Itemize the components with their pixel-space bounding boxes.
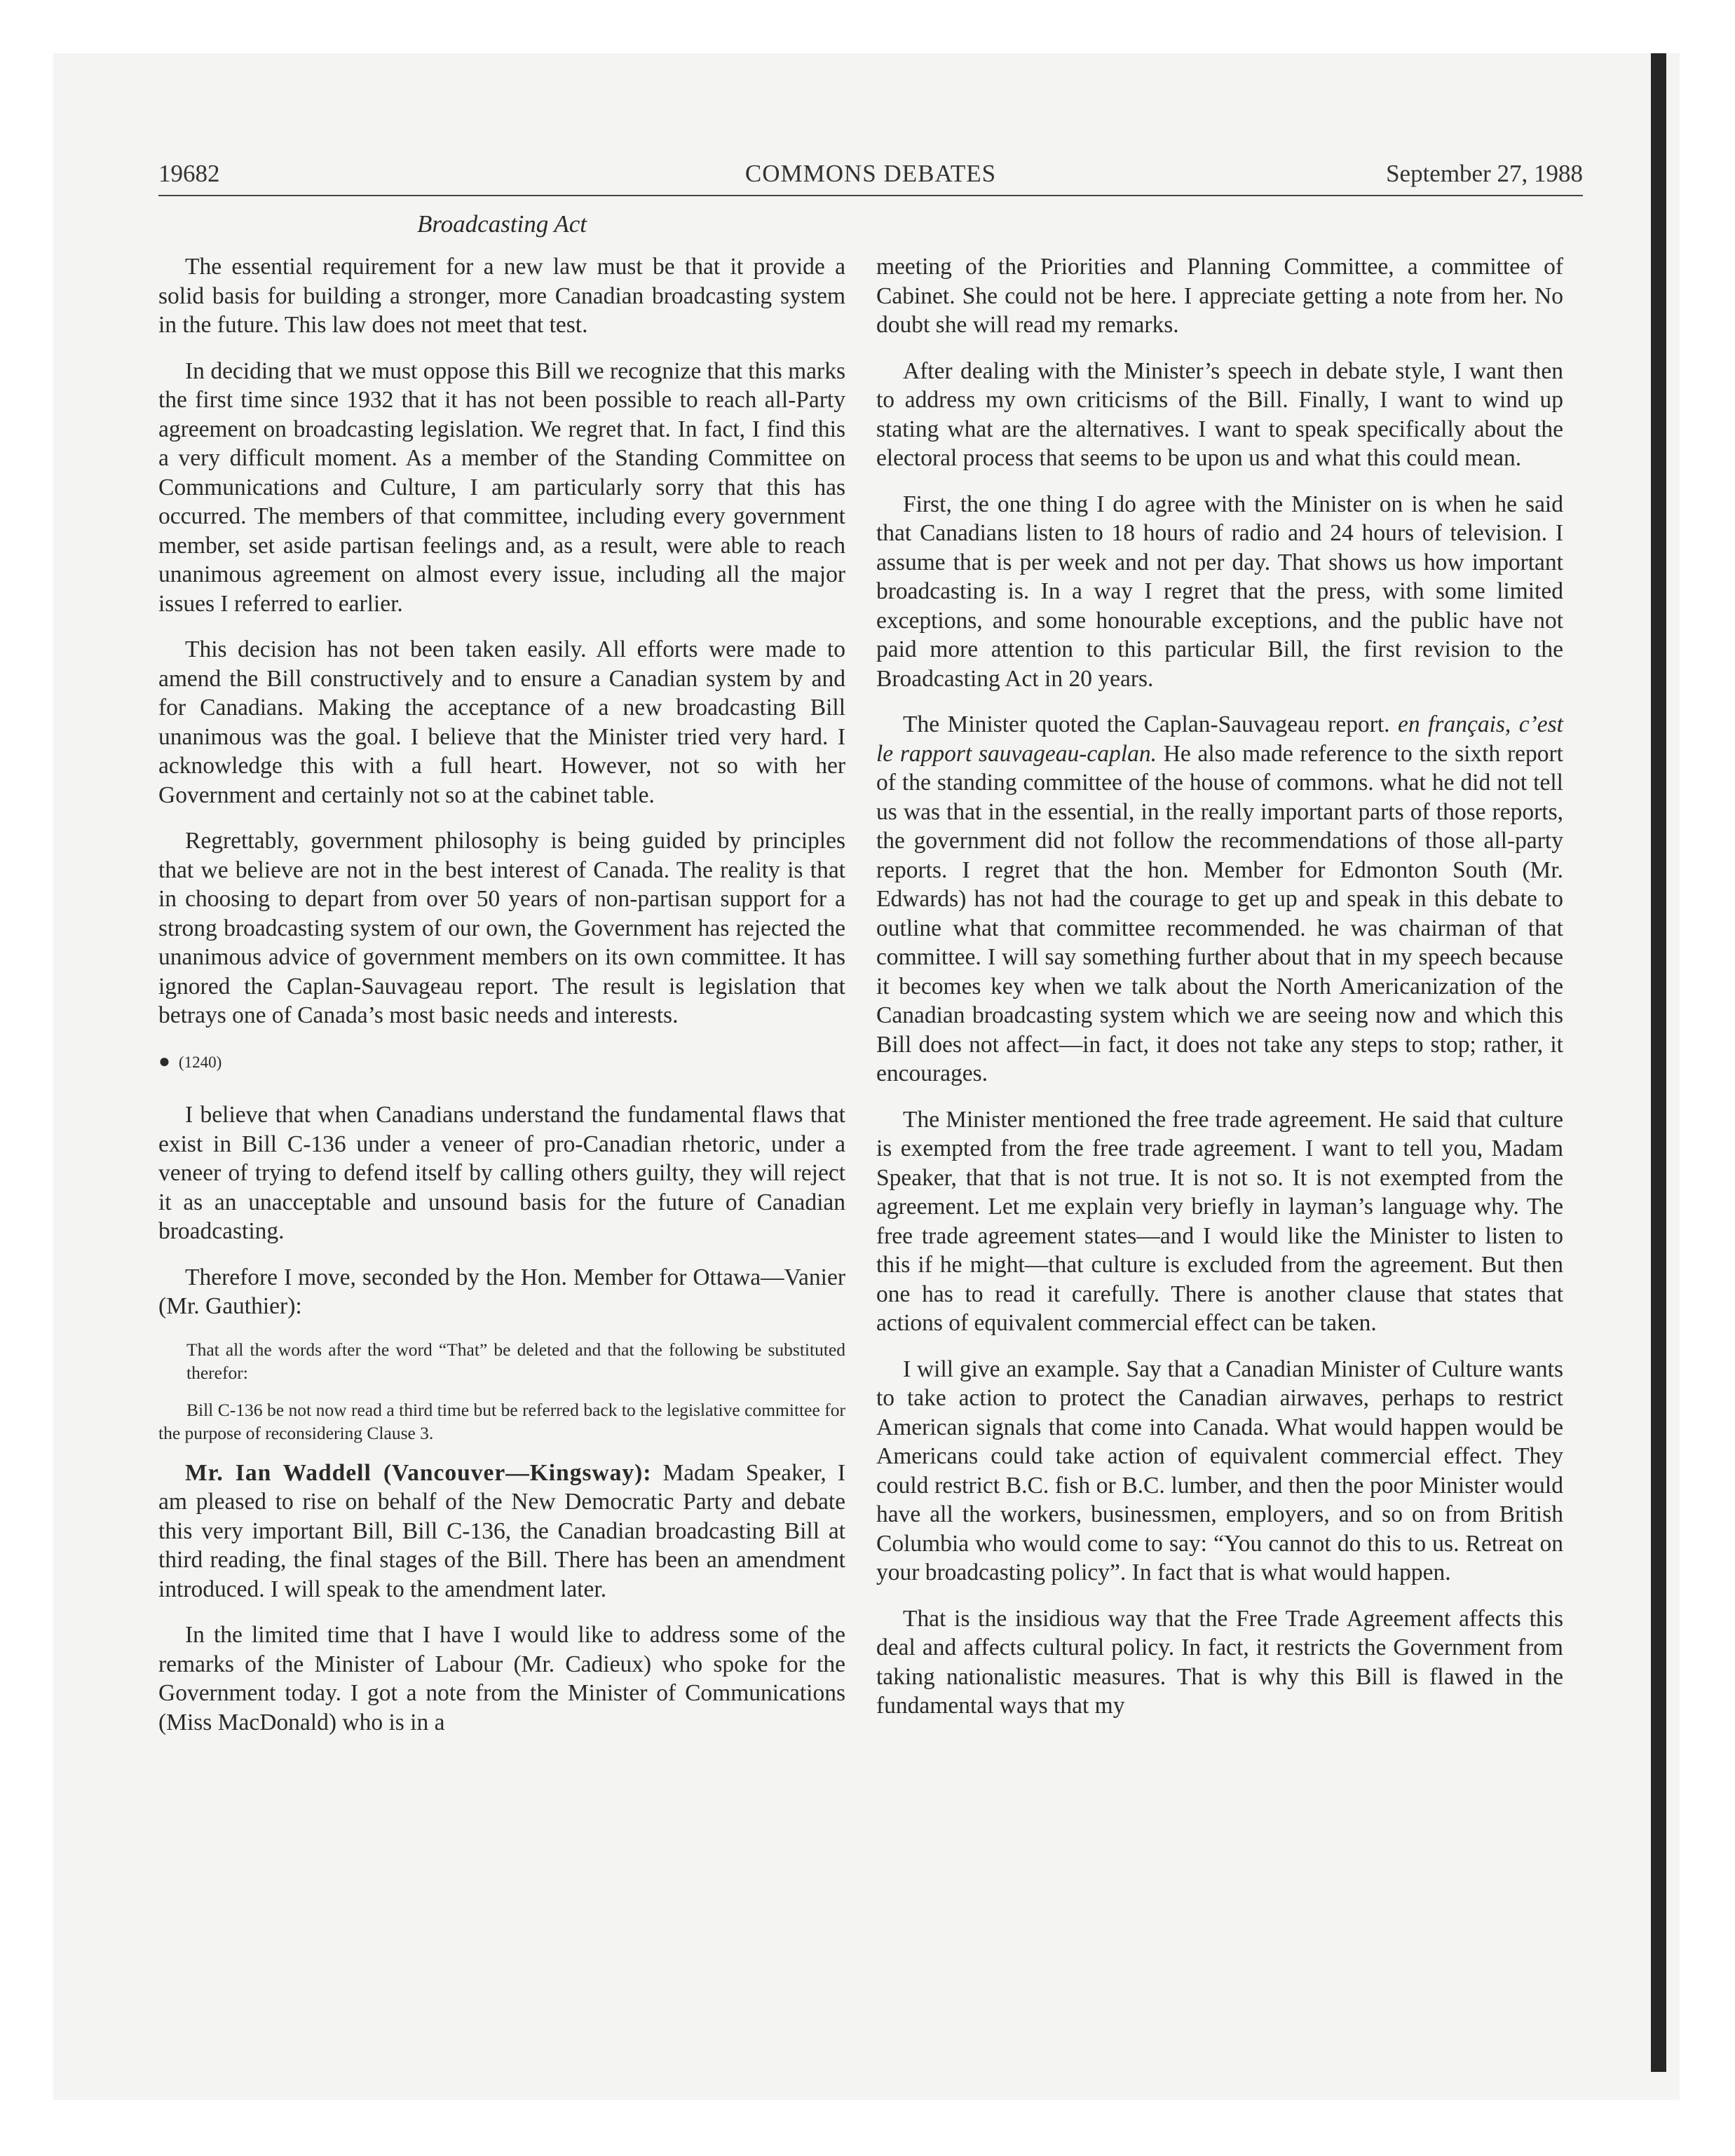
french-aside: en français, c’est le rapport sauvageau-caplan.: [876, 711, 1563, 767]
section-title: Broadcasting Act: [416, 210, 587, 238]
speech-paragraph: [158, 1459, 845, 1604]
paragraph-text: The Minister quoted the Caplan-Sauvageau report.: [903, 711, 1399, 737]
paragraph: meeting of the Priorities and Planning Committee, a committee of Cabinet. She could not be here. I appreciate getting a note from her. No doubt she will read my remarks.: [876, 254, 1563, 338]
left-column: [158, 252, 845, 1737]
speech-text: Madam Speaker, I am pleased to rise on behalf of the New Democratic Party and debate this very important Bill, Bill C-136, the Canadian broadcasting Bill at third reading, the final stages of the Bill. There has been an amendment introduced. I will speak to the amendment later.: [158, 1459, 845, 1602]
paragraph: This decision has not been taken easily. All efforts were made to amend the Bill constructively and to ensure a Canadian system by and for Canadians. Making the acceptance of a new broadcasting Bill unanimous was the goal. I believe that the Minister tried very hard. I acknowledge this with a full heart. However, not so with her Government and certainly not so at the cabinet table.: [158, 636, 845, 808]
paragraph: Therefore I move, seconded by the Hon. Member for Ottawa—Vanier (Mr. Gauthier):: [158, 1264, 845, 1319]
header-rule: [158, 195, 1583, 196]
motion-quote: Bill C-136 be not now read a third time but be referred back to the legislative committee for the purpose of reconsidering Clause 3.: [158, 1399, 845, 1443]
paragraph: I will give an example. Say that a Canadian Minister of Culture wants to take action to protect the Canadian airwaves, perhaps to restrict American signals that come into Canada. What would happen would be Americans could take action of equivalent commercial effect. They could restrict B.C. fish or B.C. lumber, and then the poor Minister would have all the workers, businessmen, employers, and so on from British Columbia who would come to say: “You cannot do this to us. Retreat on your broadcasting policy”. In fact that is what would happen.: [876, 1356, 1563, 1585]
speaker-name: Mr. Ian Waddell (Vancouver—Kingsway):: [185, 1459, 652, 1486]
paragraph: Regrettably, government philosophy is being guided by principles that we believe are not in the best interest of Canada. The reality is that in choosing to depart from over 50 years of non-partisan support for a strong broadcasting system of our own, the Government has rejected the unanimous advice of government members on its own committee. It has ignored the Caplan-Sauvageau report. The result is legislation that betrays one of Canada’s most basic needs and interests.: [158, 828, 845, 1028]
paragraph: In deciding that we must oppose this Bill we recognize that this marks the first time since 1932 that it has not been possible to reach all-Party agreement on broadcasting legislation. We regret that. In fact, I find this a very difficult moment. As a member of the Standing Committee on Communications and Culture, I am particularly sorry that this has occurred. The members of that committee, including every government member, set aside partisan feelings and, as a result, were able to reach unanimous agreement on almost every issue, including all the major issues I referred to earlier.: [158, 357, 845, 617]
paragraph-text: He also made reference to the sixth report of the standing committee of the house of commons. what he did not tell us was that in the essential, in the really important parts of those reports, the government did not follow the recommendations of those all-party reports. I regret that the hon. Member for Edmonton South (Mr. Edwards) has not had the courage to get up and speak in this debate to outline what that committee recommended. he was chairman of that committee. I will say something further about that in my speech because it becomes key when we talk about the North Americanization of the Canadian broadcasting system which we are seeing now and which this Bill does not affect—in fact, it does not take any steps to stop; rather, it encourages.: [876, 740, 1563, 1086]
paragraph: The essential requirement for a new law must be that it provide a solid basis for building a stronger, more Canadian broadcasting system in the future. This law does not meet that test.: [158, 254, 845, 338]
publication-title: COMMONS DEBATES: [744, 160, 997, 187]
bullet-icon: ●: [158, 1050, 170, 1072]
motion-quote: That all the words after the word “That” be deleted and that the following be substituted therefor:: [186, 1339, 845, 1383]
time-marker: [158, 1047, 845, 1077]
time-marker-label: (1240): [178, 1053, 222, 1071]
scan-edge-bar: [1651, 53, 1666, 2072]
paragraph: That is the insidious way that the Free Trade Agreement affects this deal and affects cultural policy. In fact, it restricts the Government from taking nationalistic measures. That is why this Bill is flawed in the fundamental ways that my: [876, 1605, 1563, 1719]
paragraph: First, the one thing I do agree with the Minister on is when he said that Canadians listen to 18 hours of radio and 24 hours of television. I assume that is per week and not per day. That shows us how important broadcasting is. In a way I regret that the press, with some limited exceptions, and some honourable exceptions, and the public have not paid more attention to this particular Bill, the first revision to the Broadcasting Act in 20 years.: [876, 491, 1563, 692]
page-header: [158, 160, 1583, 196]
right-column: [876, 252, 1563, 1721]
paragraph: [876, 710, 1563, 1089]
paragraph: I believe that when Canadians understand the fundamental flaws that exist in Bill C-136 under a veneer of pro-Canadian rhetoric, under a veneer of trying to defend itself by calling others guilty, they will reject it as an unacceptable and unsound basis for the future of Canadian broadcasting.: [158, 1102, 845, 1244]
paragraph: After dealing with the Minister’s speech in debate style, I want then to address my own criticisms of the Bill. Finally, I want to wind up stating what are the alternatives. I want to speak specifically about the electoral process that seems to be upon us and what this could mean.: [876, 357, 1563, 471]
page-number: 19682: [158, 160, 220, 187]
publication-date: September 27, 1988: [1386, 160, 1583, 187]
paragraph: The Minister mentioned the free trade agreement. He said that culture is exempted from the free trade agreement. I want to tell you, Madam Speaker, that that is not true. It is not so. It is not exempted from the agreement. Let me explain very briefly in layman’s language why. The free trade agreement states—and I would like the Minister to listen to this if he might—that culture is excluded from the agreement. But then one has to read it carefully. There is another clause that states that actions of equivalent commercial effect can be taken.: [876, 1106, 1563, 1336]
paragraph: In the limited time that I have I would like to address some of the remarks of the Minister of Labour (Mr. Cadieux) who spoke for the Government today. I got a note from the Minister of Communications (Miss MacDonald) who is in a: [158, 1622, 845, 1735]
